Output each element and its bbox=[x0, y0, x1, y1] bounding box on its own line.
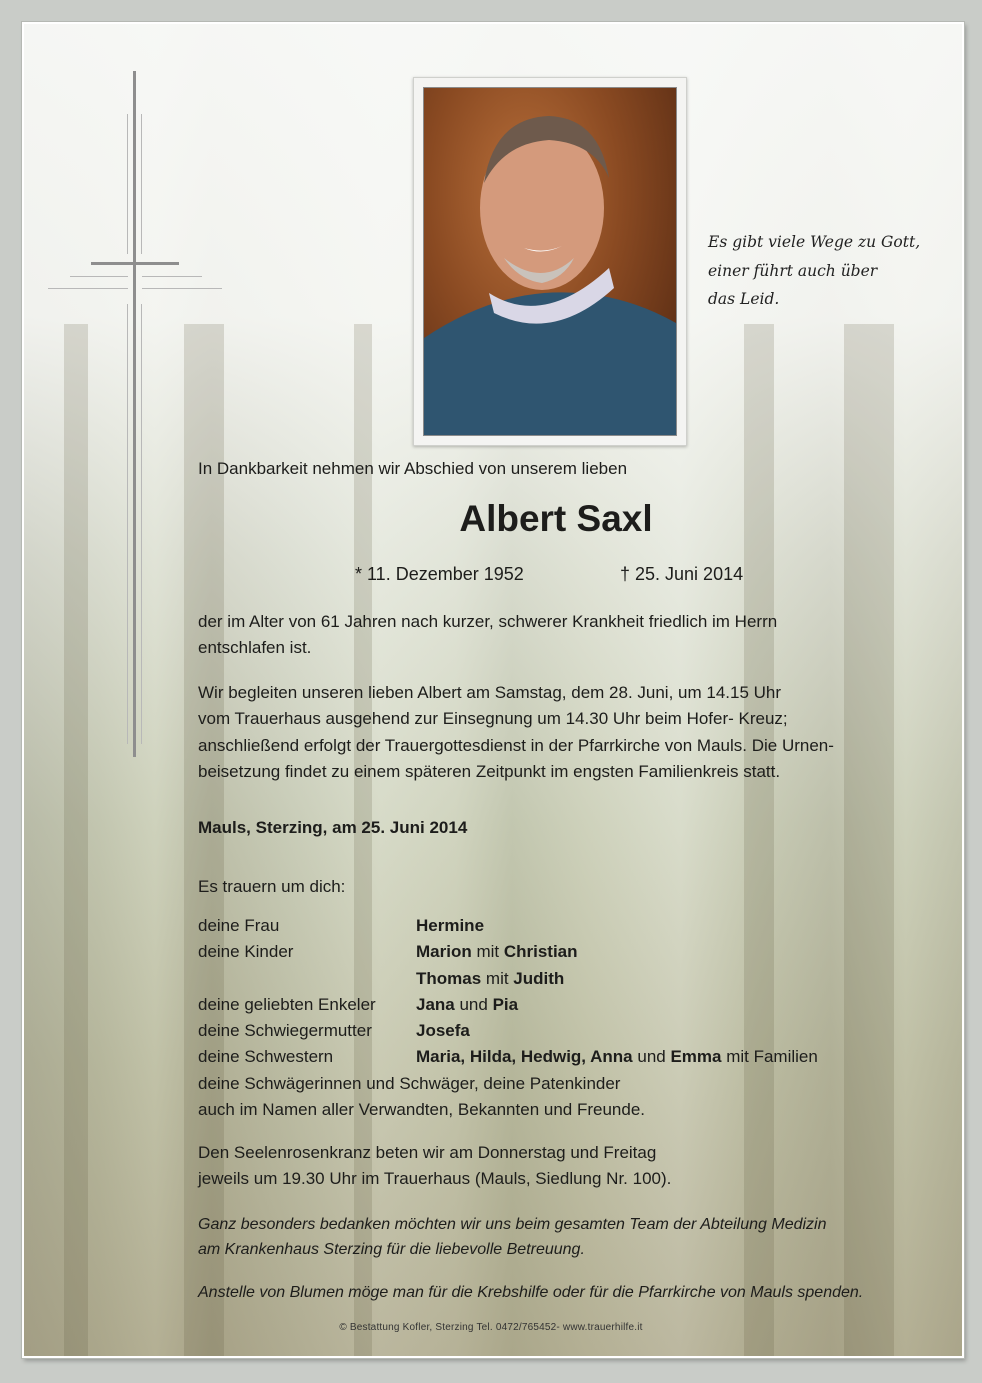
text-line: am Krankenhaus Sterzing für die liebevolle Betreuung. bbox=[198, 1241, 585, 1258]
mourner-row bbox=[198, 992, 818, 1018]
mourner-relation: deine Frau bbox=[198, 916, 280, 935]
death-date: † 25. Juni 2014 bbox=[620, 564, 744, 584]
mourner-name: Josefa bbox=[416, 1021, 470, 1041]
funeral-paragraph bbox=[198, 680, 958, 785]
birth-date: * 11. Dezember 1952 bbox=[355, 564, 524, 584]
mourner-name: Thomas bbox=[416, 968, 482, 988]
mourner-name: Pia bbox=[492, 994, 519, 1014]
mourner-name: Maria, Hilda, Hedwig, Anna bbox=[416, 1047, 633, 1067]
mourner-row bbox=[198, 913, 818, 939]
mourner-name: Judith bbox=[513, 968, 565, 988]
mourner-row bbox=[198, 1044, 818, 1070]
text-line: vom Trauerhaus ausgehend zur Einsegnung um 14.30 Uhr beim Hofer- Kreuz; bbox=[198, 709, 788, 729]
rosary-paragraph bbox=[198, 1140, 958, 1193]
text-line: anschließend erfolgt der Trauergottesdienst in der Pfarrkirche von Mauls. Die Urnen- bbox=[198, 735, 834, 755]
place-date: Mauls, Sterzing, am 25. Juni 2014 bbox=[198, 818, 468, 837]
mourner-names bbox=[416, 966, 564, 992]
text-line: Wir begleiten unseren lieben Albert am Samstag, dem 28. Juni, um 14.15 Uhr bbox=[198, 683, 782, 702]
mourner-name: Hermine bbox=[416, 916, 485, 935]
text-line: der im Alter von 61 Jahren nach kurzer, schwerer Krankheit friedlich im Herrn bbox=[198, 612, 778, 631]
portrait-photo bbox=[423, 87, 677, 436]
mourner-row bbox=[198, 1018, 818, 1044]
mourner-relation: deine Schwestern bbox=[198, 1047, 334, 1067]
mourner-names bbox=[416, 992, 518, 1018]
portrait-illustration bbox=[424, 88, 676, 435]
connector-text: und bbox=[632, 1047, 671, 1067]
portrait-frame bbox=[413, 77, 687, 446]
text-line: entschlafen ist. bbox=[198, 638, 312, 658]
text-line: Ganz besonders bedanken möchten wir uns beim gesamten Team der Abteilung Medizin bbox=[198, 1216, 827, 1233]
text-line: beisetzung findet zu einem späteren Zeitpunkt im engsten Familienkreis statt. bbox=[198, 761, 781, 781]
quote-line: Es gibt viele Wege zu Gott, bbox=[708, 233, 921, 251]
mourners-list bbox=[198, 913, 818, 1123]
donation-note: Anstelle von Blumen möge man für die Krebshilfe oder für die Pfarrkirche von Mauls spenden. bbox=[198, 1284, 864, 1301]
mourner-name: Christian bbox=[503, 942, 578, 962]
text-line: jeweils um 19.30 Uhr im Trauerhaus (Mauls, Siedlung Nr. 100). bbox=[198, 1169, 672, 1189]
mourner-relation: deine Schwiegermutter bbox=[198, 1021, 372, 1041]
connector-text: mit Familien bbox=[721, 1047, 818, 1067]
background-tree bbox=[64, 324, 88, 1356]
age-paragraph bbox=[198, 609, 958, 662]
connector-text: und bbox=[454, 994, 493, 1014]
intro-text: In Dankbarkeit nehmen wir Abschied von unserem lieben bbox=[198, 459, 628, 478]
mourner-names bbox=[416, 1018, 470, 1044]
quote-line: einer führt auch über bbox=[708, 261, 878, 280]
quote bbox=[708, 228, 928, 314]
mourner-relation: deine geliebten Enkeler bbox=[198, 994, 376, 1014]
mourner-names bbox=[416, 1044, 818, 1070]
thanks-paragraph bbox=[198, 1212, 958, 1262]
text-line: Den Seelenrosenkranz beten wir am Donnerstag und Freitag bbox=[198, 1143, 657, 1162]
mourner-name: Emma bbox=[670, 1047, 722, 1067]
mourners-extra-line: deine Schwägerinnen und Schwäger, deine Patenkinder bbox=[198, 1073, 621, 1093]
mourner-relation: deine Kinder bbox=[198, 942, 294, 962]
footer-credit: © Bestattung Kofler, Sterzing Tel. 0472/765452- www.trauerhilfe.it bbox=[339, 1322, 643, 1333]
mourner-row bbox=[198, 966, 818, 992]
mourner-row bbox=[198, 939, 818, 965]
mourner-names bbox=[416, 939, 578, 965]
deceased-name: Albert Saxl bbox=[459, 498, 653, 539]
mourners-extra-line: auch im Namen aller Verwandten, Bekannten und Freunde. bbox=[198, 1100, 645, 1120]
connector-text: mit bbox=[481, 968, 514, 988]
quote-line: das Leid. bbox=[708, 290, 780, 308]
mourner-name: Marion bbox=[416, 942, 472, 962]
mourner-name: Jana bbox=[416, 994, 455, 1014]
mourner-relation bbox=[198, 966, 416, 992]
connector-text: mit bbox=[471, 942, 504, 962]
mourn-intro: Es trauern um dich: bbox=[198, 877, 346, 896]
mourner-names bbox=[416, 913, 484, 939]
